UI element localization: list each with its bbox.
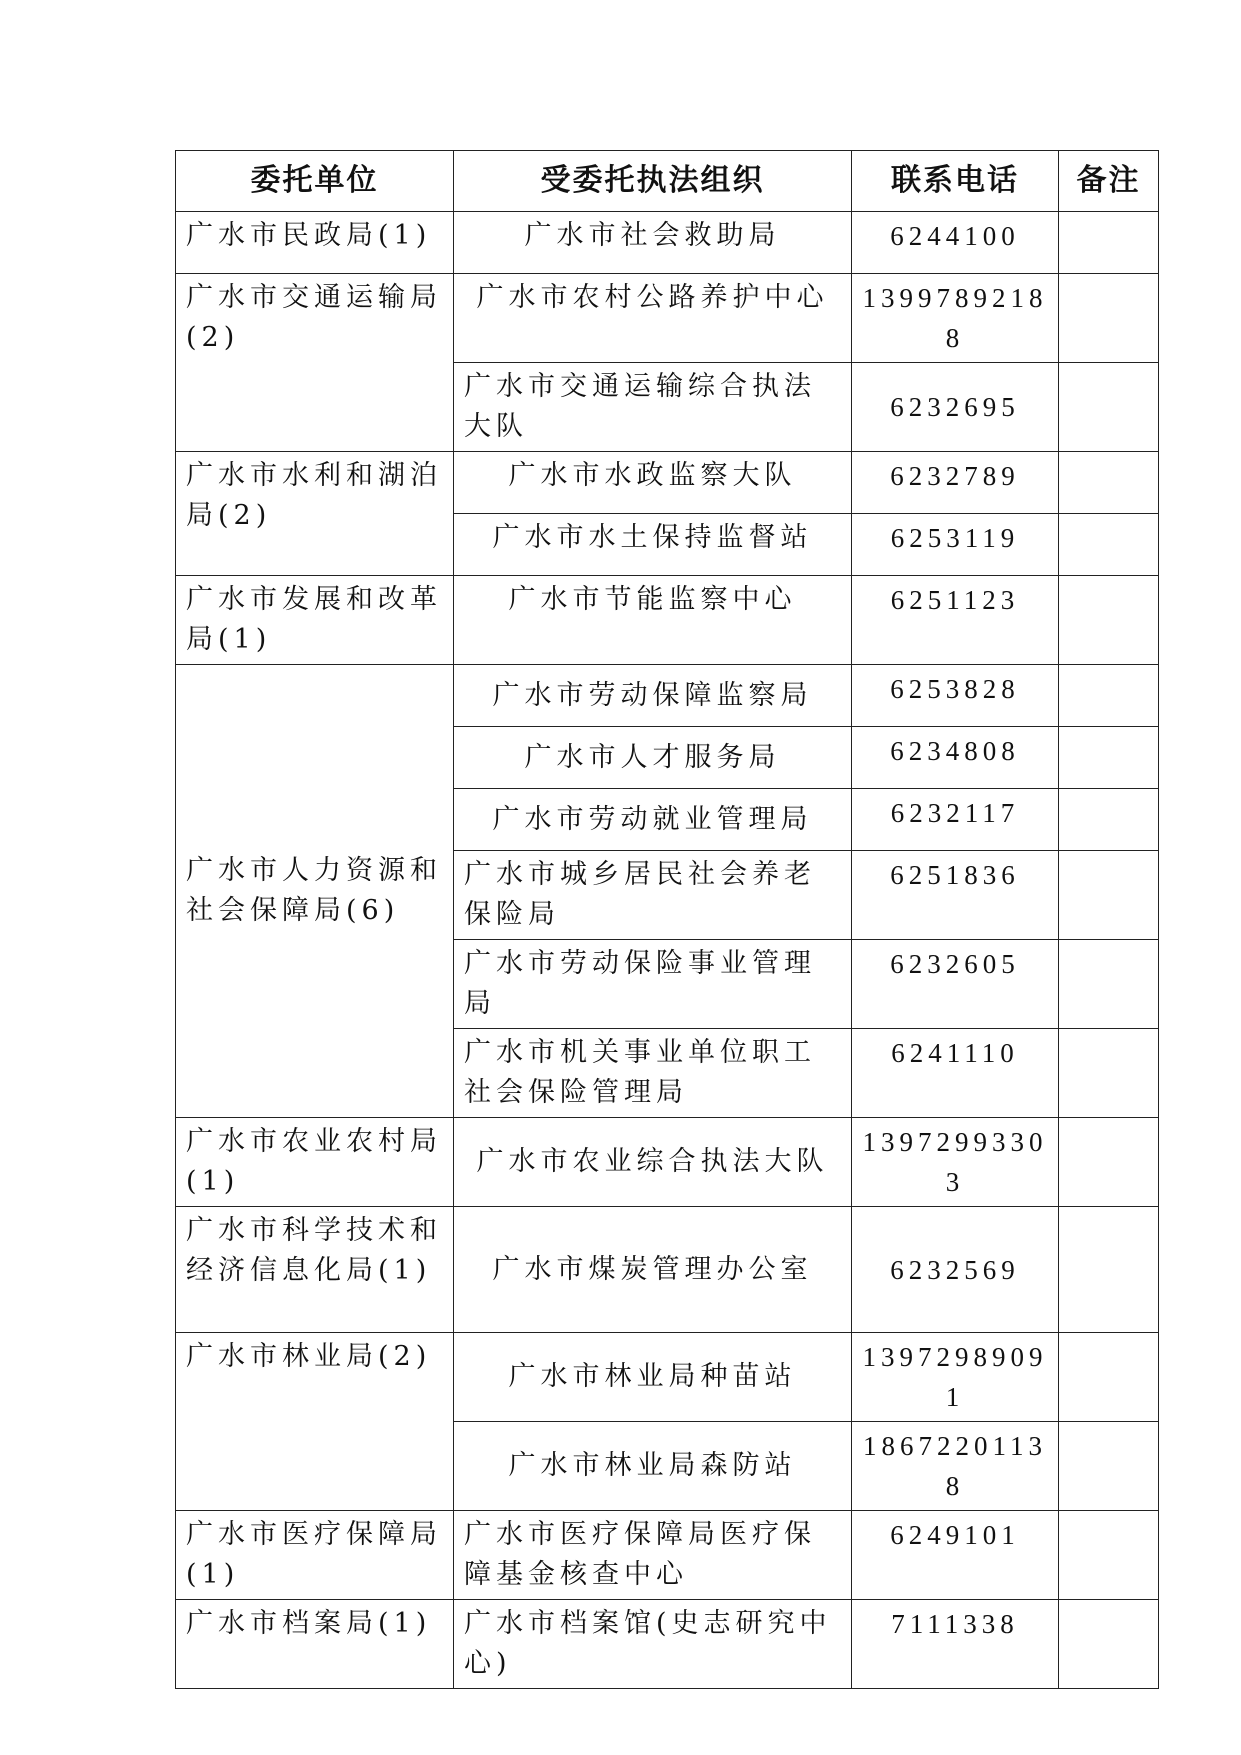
note-cell bbox=[1059, 212, 1159, 274]
org-cell: 广水市煤炭管理办公室 bbox=[454, 1207, 852, 1333]
note-cell bbox=[1059, 1029, 1159, 1118]
table-row bbox=[176, 452, 1159, 514]
table-row bbox=[176, 212, 1159, 274]
unit-cell: 广水市交通运输局(2) bbox=[176, 274, 454, 452]
phone-cell: 6232695 bbox=[852, 363, 1059, 452]
table-row bbox=[176, 576, 1159, 665]
phone-cell: 6232789 bbox=[852, 452, 1059, 514]
org-cell: 广水市交通运输综合执法大队 bbox=[454, 363, 852, 452]
org-cell: 广水市农业综合执法大队 bbox=[454, 1118, 852, 1207]
table-row bbox=[176, 274, 1159, 363]
phone-cell: 6232117 bbox=[852, 789, 1059, 851]
phone-cell: 6251123 bbox=[852, 576, 1059, 665]
org-cell: 广水市林业局种苗站 bbox=[454, 1333, 852, 1422]
table-row bbox=[176, 1207, 1159, 1333]
org-cell: 广水市林业局森防站 bbox=[454, 1422, 852, 1511]
org-cell: 广水市水土保持监督站 bbox=[454, 514, 852, 576]
unit-cell: 广水市科学技术和经济信息化局(1) bbox=[176, 1207, 454, 1333]
org-cell: 广水市医疗保障局医疗保障基金核查中心 bbox=[454, 1511, 852, 1600]
org-cell: 广水市城乡居民社会养老保险局 bbox=[454, 851, 852, 940]
org-cell: 广水市劳动保险事业管理局 bbox=[454, 940, 852, 1029]
unit-cell: 广水市农业农村局(1) bbox=[176, 1118, 454, 1207]
table-row bbox=[176, 1118, 1159, 1207]
phone-cell: 6253828 bbox=[852, 665, 1059, 727]
phone-cell: 13997892188 bbox=[852, 274, 1059, 363]
note-cell bbox=[1059, 1511, 1159, 1600]
org-cell: 广水市节能监察中心 bbox=[454, 576, 852, 665]
header-row bbox=[176, 151, 1159, 212]
table-row bbox=[176, 1333, 1159, 1422]
phone-cell: 6251836 bbox=[852, 851, 1059, 940]
unit-cell: 广水市水利和湖泊局(2) bbox=[176, 452, 454, 576]
note-cell bbox=[1059, 851, 1159, 940]
header-unit: 委托单位 bbox=[176, 151, 454, 212]
note-cell bbox=[1059, 1118, 1159, 1207]
header-org: 受委托执法组织 bbox=[454, 151, 852, 212]
note-cell bbox=[1059, 1207, 1159, 1333]
note-cell bbox=[1059, 576, 1159, 665]
unit-cell: 广水市档案局(1) bbox=[176, 1600, 454, 1689]
org-cell: 广水市水政监察大队 bbox=[454, 452, 852, 514]
phone-cell: 6253119 bbox=[852, 514, 1059, 576]
unit-cell: 广水市人力资源和社会保障局(6) bbox=[176, 665, 454, 1118]
note-cell bbox=[1059, 940, 1159, 1029]
delegation-table bbox=[175, 150, 1159, 1689]
note-cell bbox=[1059, 1600, 1159, 1689]
note-cell bbox=[1059, 1333, 1159, 1422]
org-cell: 广水市社会救助局 bbox=[454, 212, 852, 274]
phone-cell: 13972993303 bbox=[852, 1118, 1059, 1207]
unit-cell: 广水市林业局(2) bbox=[176, 1333, 454, 1511]
note-cell bbox=[1059, 363, 1159, 452]
table-row bbox=[176, 1600, 1159, 1689]
note-cell bbox=[1059, 1422, 1159, 1511]
phone-cell: 6232605 bbox=[852, 940, 1059, 1029]
note-cell bbox=[1059, 789, 1159, 851]
phone-cell: 6234808 bbox=[852, 727, 1059, 789]
phone-cell: 7111338 bbox=[852, 1600, 1059, 1689]
unit-cell: 广水市民政局(1) bbox=[176, 212, 454, 274]
unit-cell: 广水市发展和改革局(1) bbox=[176, 576, 454, 665]
org-cell: 广水市人才服务局 bbox=[454, 727, 852, 789]
note-cell bbox=[1059, 727, 1159, 789]
note-cell bbox=[1059, 665, 1159, 727]
note-cell bbox=[1059, 452, 1159, 514]
table-row bbox=[176, 665, 1159, 727]
org-cell: 广水市劳动保障监察局 bbox=[454, 665, 852, 727]
table-row bbox=[176, 1511, 1159, 1600]
header-phone: 联系电话 bbox=[852, 151, 1059, 212]
org-cell: 广水市档案馆(史志研究中心) bbox=[454, 1600, 852, 1689]
header-note: 备注 bbox=[1059, 151, 1159, 212]
note-cell bbox=[1059, 274, 1159, 363]
unit-cell: 广水市医疗保障局(1) bbox=[176, 1511, 454, 1600]
phone-cell: 6241110 bbox=[852, 1029, 1059, 1118]
org-cell: 广水市机关事业单位职工社会保险管理局 bbox=[454, 1029, 852, 1118]
phone-cell: 13972989091 bbox=[852, 1333, 1059, 1422]
phone-cell: 6249101 bbox=[852, 1511, 1059, 1600]
phone-cell: 6244100 bbox=[852, 212, 1059, 274]
org-cell: 广水市农村公路养护中心 bbox=[454, 274, 852, 363]
phone-cell: 18672201138 bbox=[852, 1422, 1059, 1511]
phone-cell: 6232569 bbox=[852, 1207, 1059, 1333]
org-cell: 广水市劳动就业管理局 bbox=[454, 789, 852, 851]
note-cell bbox=[1059, 514, 1159, 576]
